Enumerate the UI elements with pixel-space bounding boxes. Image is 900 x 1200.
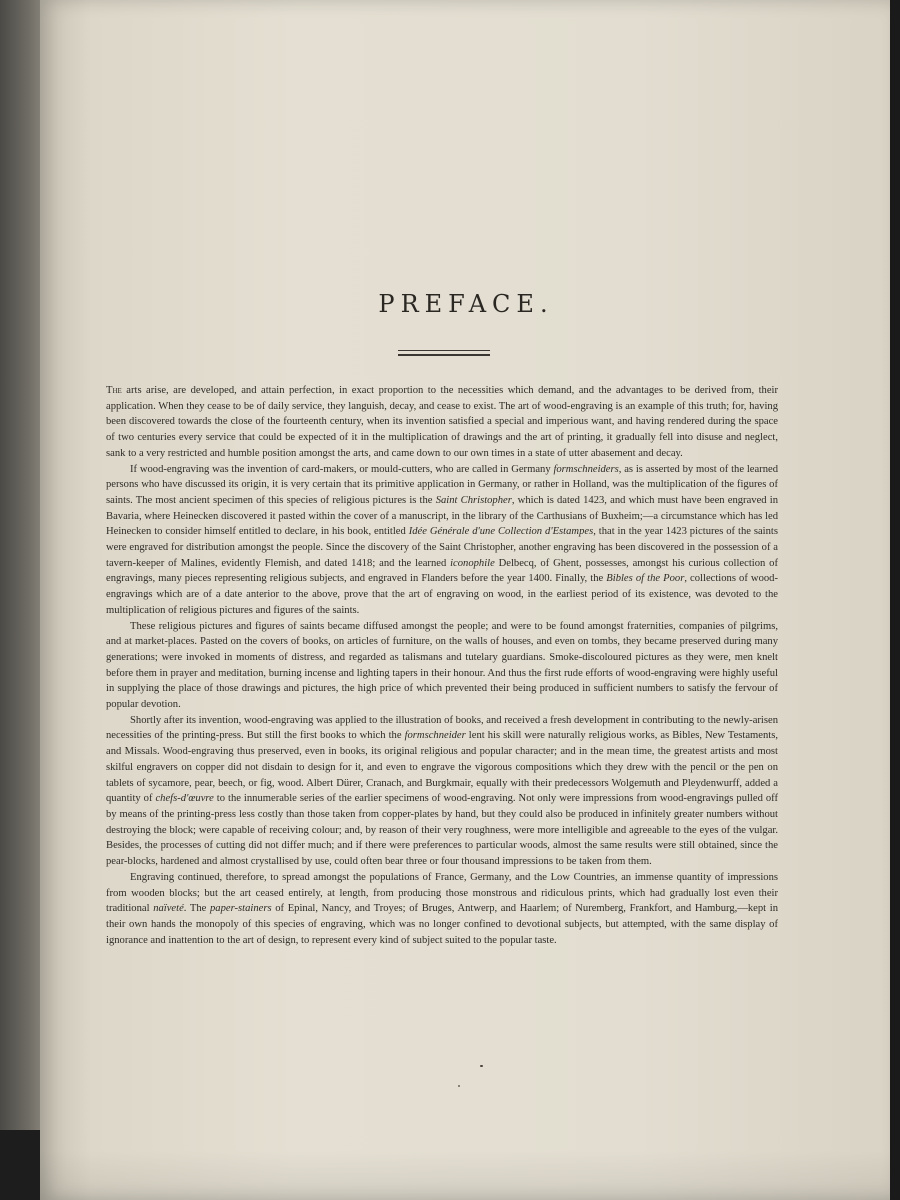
page-shade	[40, 1150, 892, 1200]
italic-term: iconophile	[450, 557, 495, 569]
italic-term: chefs-d'œuvre	[155, 793, 214, 805]
lead-word: The	[106, 385, 122, 396]
paragraph	[106, 383, 778, 462]
text-run: Shortly after its invention, wood-engraving was applied to the illustration of books, and received a fresh development in contributing to the newly-arisen necessities of the printing-press. But still the first books to which the	[106, 714, 778, 742]
text-run: of Epinal, Nancy, and Troyes; of Bruges, Antwerp, and Haarlem; of Nuremberg, Frankfort, and Hamburg,—kept in their own hands the monopoly of this species of engraving, which was no longer confined to devotional subjects, but attempted, with the same display of ignorance and inattention to the art of design, to represent every kind of subject suited to the popular taste.	[106, 903, 779, 946]
italic-term: formschneider	[404, 730, 466, 742]
text-run: to the innumerable series of the earlier specimens of wood-engraving. Not only were impressions from wood-engravings pulled off by means of the printing-press less costly than those taken from copper-plates by hand, but they could also be produced in infinitely greater numbers without destroying the block; were capable of receiving colour; and, by reason of their very roughness, were more intelligible and agreeable to the eyes of the vulgar. Besides, the processes of cutting did not differ much; and if there were preferences to particular woods, almost the same results were still obtained, since the pear-blocks, hardened and almost crystallised by use, could often bear three or four thousand impressions to be taken from them.	[106, 793, 778, 868]
paragraph	[106, 713, 778, 870]
text-run: . The	[183, 903, 210, 915]
text-run: If wood-engraving was the invention of card-makers, or mould-cutters, who are called in Germany	[130, 463, 554, 475]
italic-term: formschneiders	[553, 463, 619, 475]
page-mark	[480, 1065, 483, 1067]
text-run: , which is dated 1423, and which must have been engraved in Bavaria, where Heinecken discovered it pasted within the cover of a manuscript, in the library of the Carthusians of Buxheim;—a circumstance which has led Heinecken to consider himself entitled to declare, in his book, entitled	[106, 494, 779, 538]
text-run: These religious pictures and figures of saints became diffused amongst the people; and were to be found amongst fraternities, companies of pilgrims, and at market-places. Pasted on the covers of books, on articles of furniture, on the walls of houses, and even on tombs, they became preserved during many generations; were invoked in moments of distress, and regarded as talismans and tutelary guardians. Smoke-discoloured pictures as they were, men knelt before them in prayer and meditation, burning incense and lighting tapers in their honour. And thus the first rude efforts of wood-engraving were highly useful in supplying the place of those drawings and pictures, the high price of which prevented their being produced in sufficient numbers to satisfy the fervour of popular devotion.	[106, 620, 778, 711]
paragraph	[106, 462, 778, 619]
text-run: , collections of wood-engravings which are of a date anterior to the above, prove that the art of engraving on wood, in the earliest period of its existence, was devoted to the multiplication of religious pictures and figures of the saints.	[106, 573, 778, 616]
italic-term: Saint Christopher	[435, 494, 512, 506]
preface-body	[106, 383, 778, 948]
text-run: , that in the year 1423 pictures of the saints were engraved for distribution amongst the people. Since the discovery of the Saint Christopher, another engraving has been discovered in the possession of a tavern-keeper of Malines, evidently Flemish, and dated 1418; and the learned	[106, 526, 778, 569]
title-rule	[398, 350, 490, 356]
text-run: Delbecq, of Ghent, possesses, amongst his curious collection of engravings, many pieces representing religious subjects, and engraved in Flanders before the year 1400. Finally, the	[106, 557, 778, 585]
text-run: lent his skill were naturally religious works, as Bibles, New Testaments, and Missals. Wood-engraving thus preserved, even in books, its original religious and popular character; and in the mean time, the greatest artists and most skilful engravers on copper did not disdain to design for it, and even to engrave the vigorous compositions which they drew with the pencil or the pen on tablets of sycamore, pear, beech, or fig, wood. Albert Dürer, Cranach, and Burgkmair, equally with their predecessors Wolgemuth and Pleydenwurff, added a quantity of	[106, 730, 778, 805]
italic-term: naïveté	[153, 903, 184, 915]
paragraph	[106, 619, 778, 713]
italic-term: Idée Générale d'une Collection d'Estampes	[408, 526, 594, 538]
paragraph	[106, 870, 778, 949]
text-run: , as is asserted by most of the learned persons who have discussed its origin, it is very certain that its primitive application in Germany, or rather in Holland, was the multiplication of the figures of saints. The most ancient specimen of this species of religious pictures is the	[106, 463, 778, 506]
page-speck	[458, 1085, 460, 1087]
text-run: arts arise, are developed, and attain perfection, in exact proportion to the necessities which demand, and the advantages to be derived from, their application. When they cease to be of daily service, they languish, decay, and cease to exist. The art of wood-engraving is an example of this truth; for, having been discovered towards the close of the fourteenth century, when its invention satisfied a special and imperious want, and having rendered during the space of two centuries every service that could be expected of it in the multiplication of drawings and the art of printing, it gradually fell into disuse and neglect, sank to a very restricted and humble position amongst the arts, and came down to our own times in a state of utter abasement and decay.	[106, 385, 778, 459]
page-title: PREFACE.	[378, 290, 554, 318]
page-right-edge	[890, 0, 900, 1200]
text-run: Engraving continued, therefore, to spread amongst the populations of France, Germany, and the Low Countries, an immense quantity of impressions from wooden blocks; but the art ceased entirely, at length, from producing those monstrous and ridiculous prints, which had gradually lost even their traditional	[106, 871, 778, 915]
italic-term: paper-stainers	[210, 903, 272, 915]
italic-term: Bibles of the Poor	[606, 573, 685, 585]
